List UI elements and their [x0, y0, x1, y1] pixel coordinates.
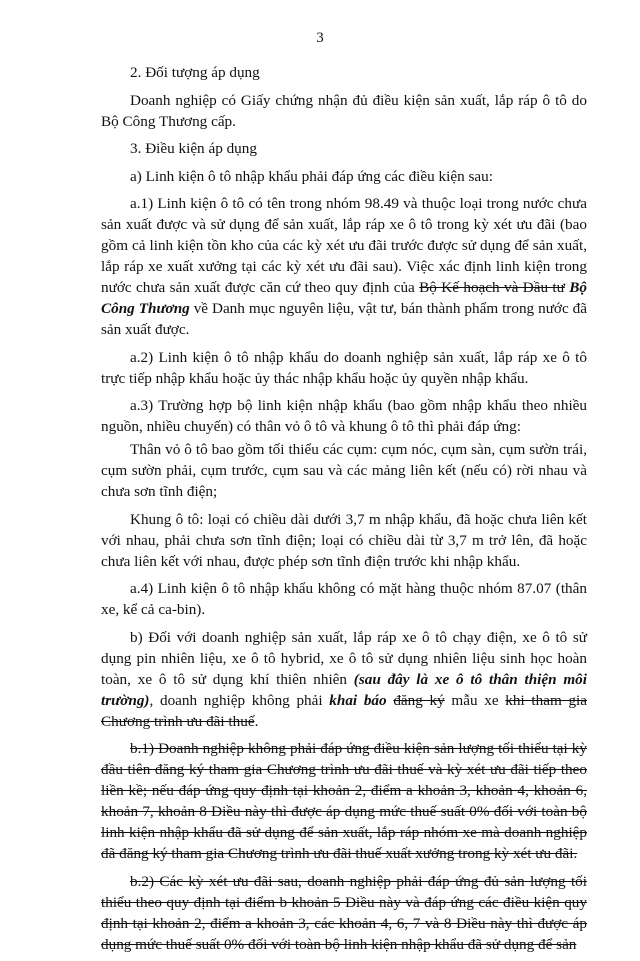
paragraph-condition-a1 [101, 193, 587, 340]
text-run: . [254, 712, 259, 730]
paragraph-subjects: Doanh nghiệp có Giấy chứng nhận đủ điều kiện sản xuất, lắp ráp ô tô do Bộ Công Thương cấp. [101, 91, 587, 130]
bold-italic-text: (sau đây là xe ô tô thân thiện môi trường) [101, 670, 587, 709]
struck-text: đăng ký [393, 691, 445, 709]
bold-italic-text: Bộ Công Thương [101, 279, 587, 317]
section-heading-subjects: 2. Đối tượng áp dụng [130, 64, 260, 81]
text-run: b) Đối với doanh nghiệp sản xuất, lắp ráp xe ô tô chạy điện, xe ô tô sử dụng pin nhiên liệu, xe ô tô hybrid, xe ô tô sử dụng nhiên liệu sinh học hoàn toàn, xe ô tô sử dụng khí thiên nhiên [101, 628, 587, 688]
section-heading-conditions: 3. Điều kiện áp dụng [130, 140, 257, 157]
struck-text: Bộ Kế hoạch và Đầu tư [419, 279, 565, 296]
text-run: mẫu xe [444, 691, 506, 709]
text-run: về Danh mục nguyên liệu, vật tư, bán thành phẩm trong nước đã sản xuất được. [101, 300, 587, 338]
page-number: 3 [316, 30, 324, 46]
document-body [101, 62, 587, 961]
bold-italic-text: khai báo [329, 691, 387, 709]
paragraph-condition-a2: a.2) Linh kiện ô tô nhập khẩu do doanh nghiệp sản xuất, lắp ráp xe ô tô trực tiếp nhập khẩu hoặc ủy thác nhập khẩu hoặc ủy quyền nhập khẩu. [101, 348, 587, 387]
paragraph-body-shell: Thân vỏ ô tô bao gồm tối thiểu các cụm: cụm nóc, cụm sàn, cụm sườn trái, cụm sườn phải, cụm trước, cụm sau và các mảng liên kết (nếu có) rời nhau và chưa sơn tĩnh điện; [101, 441, 587, 500]
struck-text: khi tham gia Chương trình ưu đãi thuế [101, 691, 588, 730]
paragraph-condition-a4: a.4) Linh kiện ô tô nhập khẩu không có mặt hàng thuộc nhóm 87.07 (thân xe, kể cả ca-bin). [101, 580, 587, 618]
paragraph-condition-a: a) Linh kiện ô tô nhập khẩu phải đáp ứng các điều kiện sau: [130, 167, 493, 185]
paragraph-chassis: Khung ô tô: loại có chiều dài dưới 3,7 m nhập khẩu, đã hoặc chưa liên kết với nhau, phải chưa sơn tĩnh điện; loại có chiều dài từ 3,7 m trở lên, đã hoặc chưa liên kết với nhau, được phép sơn tĩnh điện trước khi nhập khẩu. [101, 510, 587, 570]
text-run: , doanh nghiệp không phải [149, 691, 330, 709]
paragraph-condition-b [101, 627, 587, 732]
paragraph-condition-b2-struck: b.2) Các kỳ xét ưu đãi sau, doanh nghiệp phải đáp ứng đủ sản lượng tối thiểu theo quy định tại điểm b khoản 5 Điều này và đáp ứng các điều kiện quy định tại khoản 2, điểm a khoản 3, các khoản 4, 6, 7 và 8 Điều này thì được áp dụng mức thuế suất 0% đối với toàn bộ linh kiện nhập khẩu đã sử dụng để sản [101, 872, 587, 953]
paragraph-condition-b1-struck: b.1) Doanh nghiệp không phải đáp ứng điều kiện sản lượng tối thiểu tại kỳ đầu tiên đăng ký tham gia Chương trình ưu đãi thuế và kỳ xét ưu đãi tiếp theo liền kề; nếu đáp ứng quy định tại khoản 2, điểm a khoản 3, khoản 4, khoản 6, khoản 7, khoản 8 Điều này thì được áp dụng mức thuế suất 0% đối với toàn bộ linh kiện nhập khẩu đã sử dụng để sản xuất, lắp ráp nhóm xe mà doanh nghiệp đã đăng ký tham gia Chương trình ưu đãi thuế xuất xưởng trong kỳ xét ưu đãi. [101, 740, 587, 862]
paragraph-condition-a3: a.3) Trường hợp bộ linh kiện nhập khẩu (bao gồm nhập khẩu theo nhiều nguồn, nhiều chuyến) có thân vỏ ô tô và khung ô tô thì phải đáp ứng: [101, 397, 587, 435]
text-run: a.1) Linh kiện ô tô có tên trong nhóm 98.49 và thuộc loại trong nước chưa sản xuất được và sử dụng để sản xuất, lắp ráp xe ô tô trong kỳ xét ưu đãi (bao gồm cả linh kiện tồn kho của các kỳ xét ưu đãi trước được sử dụng để sản xuất, lắp ráp xe xuất xưởng tại các kỳ xét ưu đãi sau). Việc xác định linh kiện trong nước chưa sản xuất được căn cứ theo quy định của [101, 195, 587, 296]
